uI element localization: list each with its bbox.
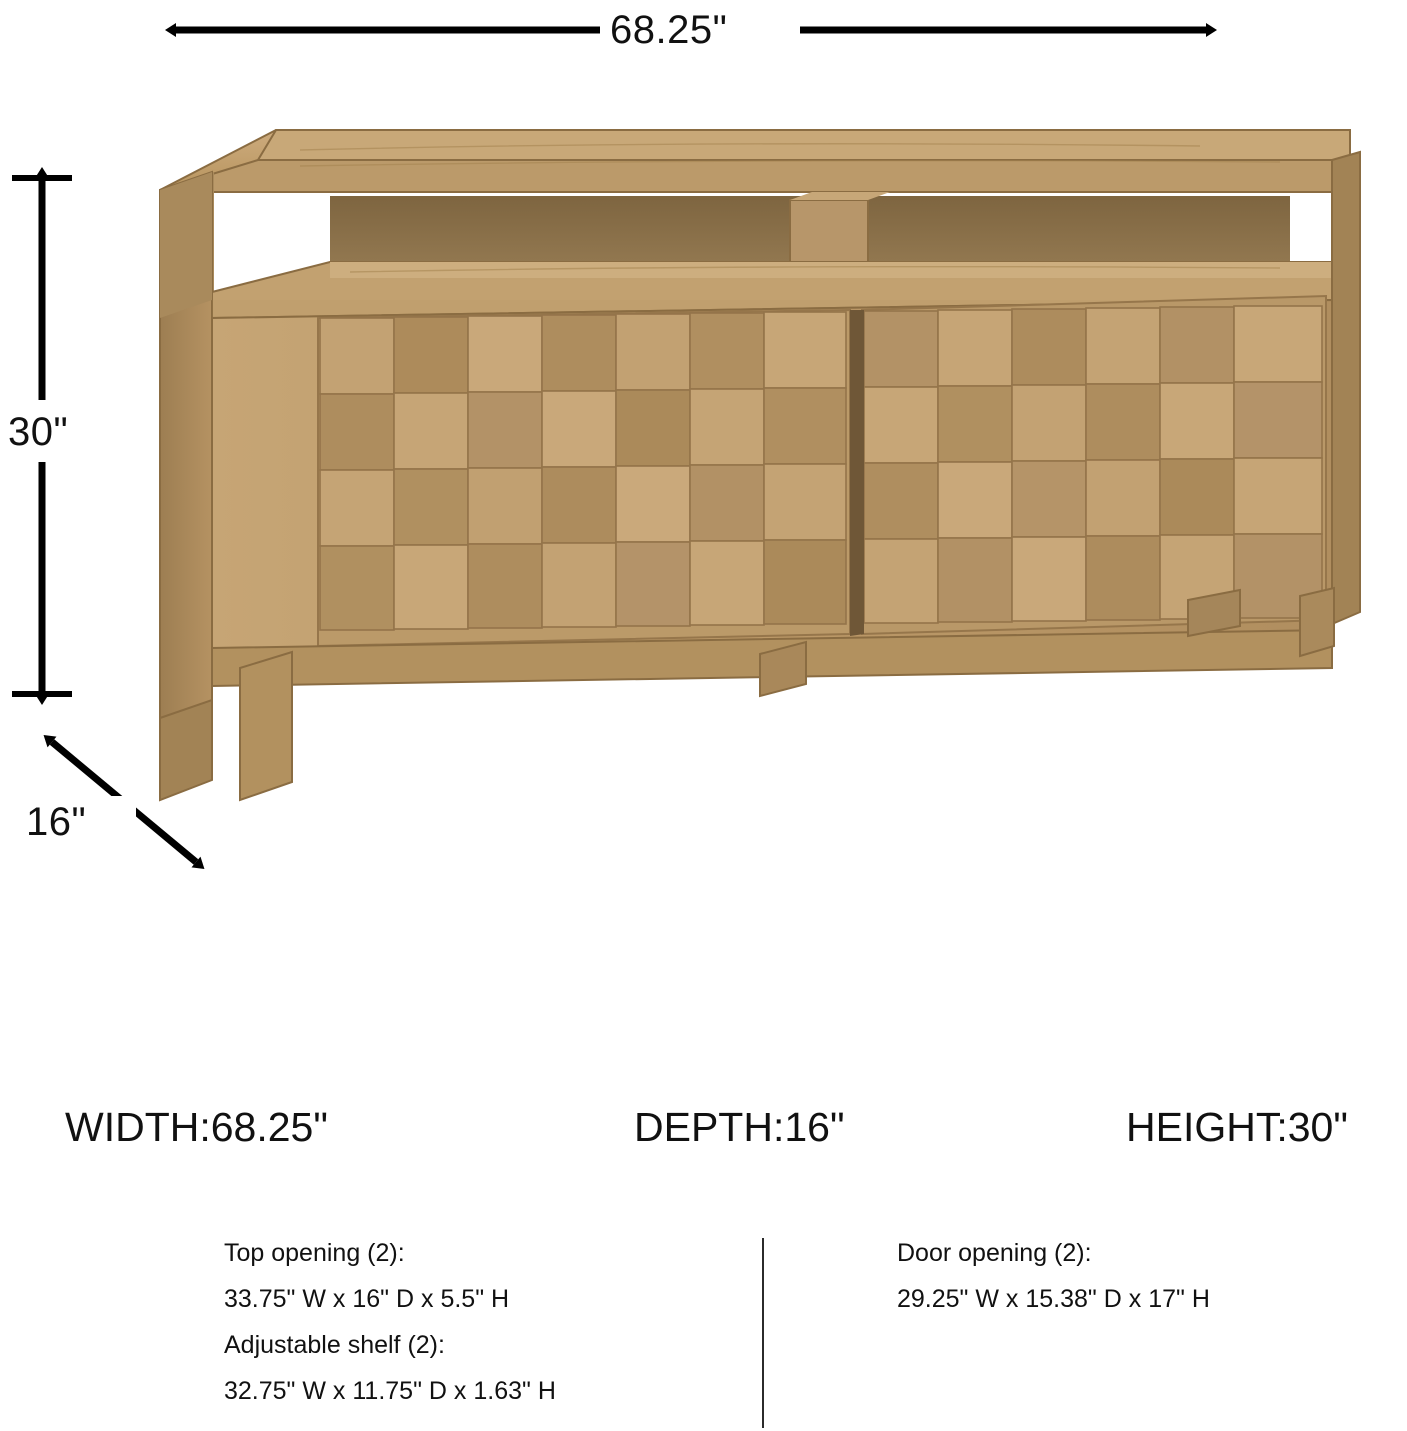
spec-line: 29.25" W x 15.38" D x 17" H [897, 1285, 1210, 1313]
spec-line: Adjustable shelf (2): [224, 1331, 445, 1359]
depth-dimension-label: 16" [26, 800, 87, 844]
spec-column-left [224, 1230, 694, 1414]
summary-height: HEIGHT:30" [1126, 1104, 1348, 1150]
spec-line: Top opening (2): [224, 1239, 405, 1267]
summary-depth: DEPTH:16" [634, 1104, 845, 1150]
height-dimension-label: 30" [8, 410, 69, 454]
width-dimension-label: 68.25" [610, 8, 728, 52]
spec-line: 32.75" W x 11.75" D x 1.63" H [224, 1377, 556, 1405]
spec-line: Door opening (2): [897, 1239, 1092, 1267]
product-illustration [160, 130, 1360, 800]
checkerboard-blocks [320, 306, 1322, 630]
spec-details [0, 1230, 1407, 1430]
dimension-summary [0, 1104, 1407, 1164]
spec-line: 33.75" W x 16" D x 5.5" H [224, 1285, 510, 1313]
summary-width: WIDTH:68.25" [65, 1104, 328, 1150]
spec-column-right [897, 1230, 1367, 1322]
